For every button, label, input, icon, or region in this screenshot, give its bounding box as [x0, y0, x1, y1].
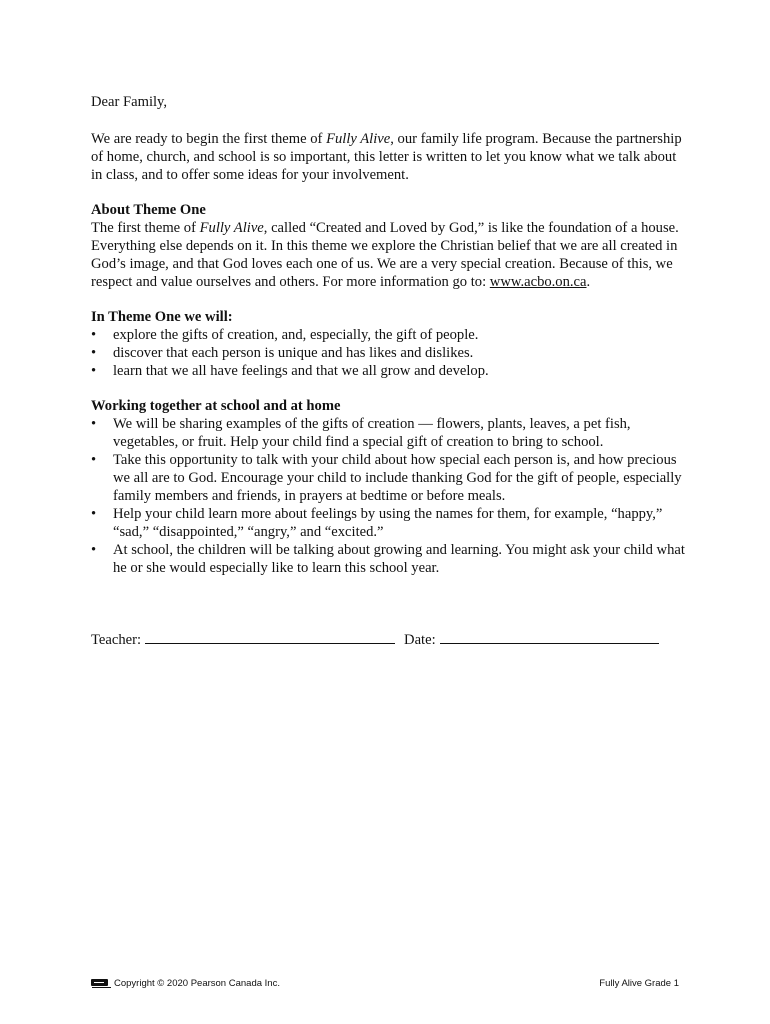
about-end: .: [586, 274, 591, 290]
acbo-link[interactable]: www.acbo.on.ca: [489, 274, 587, 290]
theme-one-list: [91, 326, 691, 380]
list-item: [91, 541, 691, 577]
letter-body: [91, 93, 691, 594]
list-item-text: We will be sharing examples of the gifts of creation — flowers, plants, leaves, a pet fish, vegetables, or fruit. Help your child find a special gift of creation to bring to school.: [113, 416, 631, 450]
teacher-blank[interactable]: [145, 629, 395, 644]
about-paragraph: [91, 219, 691, 291]
list-item-text: Take this opportunity to talk with your child about how special each person is, and how precious we all are to God. Encourage your child to include thanking God for the gift of people, especially family members and friends, in prayers at bedtime or before meals.: [113, 452, 682, 504]
intro-paragraph: [91, 130, 691, 184]
greeting: Dear Family,: [91, 94, 168, 110]
pearson-logo-icon: [91, 978, 111, 989]
bullet: •: [91, 345, 97, 361]
intro-text-2: , our family life program. Because the partnership of home, church, and school is so important, this letter is written to let you know what we talk about in class, and to offer some ideas for your involvement.: [91, 131, 682, 183]
bullet: •: [91, 327, 97, 343]
working-section: [91, 397, 691, 577]
theme-one-section: [91, 308, 691, 380]
about-heading: About Theme One: [91, 202, 206, 218]
teacher-label: Teacher:: [91, 632, 142, 648]
list-item: [91, 451, 691, 505]
list-item-text: At school, the children will be talking about growing and learning. You might ask your child what he or she would especially like to learn this school year.: [113, 542, 685, 576]
bullet: •: [91, 363, 97, 379]
theme-one-heading: In Theme One we will:: [91, 309, 233, 325]
date-label: Date:: [404, 632, 436, 648]
copyright-text: Copyright © 2020 Pearson Canada Inc.: [114, 977, 280, 989]
list-item-text: learn that we all have feelings and that we all grow and develop.: [113, 363, 489, 379]
list-item: [91, 344, 691, 362]
list-item-text: discover that each person is unique and has likes and dislikes.: [113, 345, 474, 361]
footer-left: [91, 978, 280, 989]
bullet: •: [91, 542, 97, 558]
about-text-1: The first theme of: [91, 220, 200, 236]
list-item: [91, 362, 691, 380]
date-blank[interactable]: [440, 629, 659, 644]
signature-line: [91, 629, 659, 649]
intro-text-1: We are ready to begin the first theme of: [91, 131, 327, 147]
program-name: Fully Alive: [199, 220, 264, 236]
list-item: [91, 415, 691, 451]
working-heading: Working together at school and at home: [91, 398, 341, 414]
grade-label: Fully Alive Grade 1: [599, 977, 679, 989]
list-item-text: explore the gifts of creation, and, especially, the gift of people.: [113, 327, 479, 343]
bullet: •: [91, 452, 97, 468]
footer: [91, 976, 679, 990]
bullet: •: [91, 416, 97, 432]
program-name: Fully Alive: [326, 131, 391, 147]
list-item: [91, 326, 691, 344]
list-item-text: Help your child learn more about feelings by using the names for them, for example, “happy,” “sad,” “disappointed,” “angry,” and “excited.”: [113, 506, 663, 540]
about-text-2: , called “Created and Loved by God,” is like the foundation of a house. Everything else depends on it. In this theme we explore the Christian belief that we are all created in God’s image, and that God loves each one of us. We are a very special creation. Because of this, we respect and value ourselves and others. For more information go to:: [91, 220, 679, 290]
about-section: [91, 201, 691, 291]
list-item: [91, 505, 691, 541]
working-list: [91, 415, 691, 577]
bullet: •: [91, 506, 97, 522]
